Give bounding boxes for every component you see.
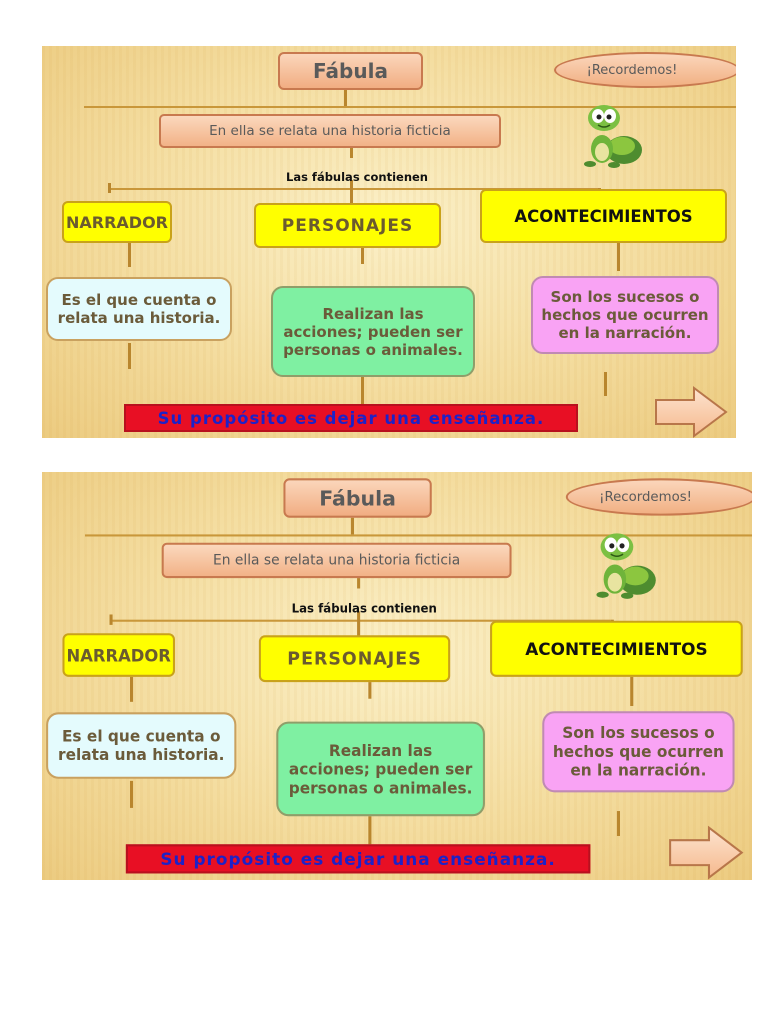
definition-connector	[350, 148, 353, 158]
fabula-title: Fábula	[283, 478, 431, 518]
acontecimientos-description: Son los sucesos o hechos que ocurren en la narración.	[542, 711, 734, 792]
narrador-description: Es el que cuenta o relata una historia.	[46, 277, 232, 341]
personajes-down-line	[361, 248, 364, 264]
narrador-down-line	[130, 677, 133, 702]
next-arrow-icon[interactable]	[654, 386, 728, 438]
slide-2	[42, 472, 752, 880]
recordemos-callout: ¡Recordemos!	[554, 52, 736, 88]
slide-2-content	[42, 472, 752, 880]
narrador-down-line	[128, 243, 131, 267]
next-arrow-icon[interactable]	[668, 826, 744, 880]
acont-down-line	[630, 677, 633, 706]
recordemos-callout: ¡Recordemos!	[566, 478, 752, 515]
title-connector	[351, 518, 354, 535]
personajes-desc-down-line	[361, 377, 364, 404]
personajes-desc-down-line	[368, 816, 371, 844]
title-connector	[344, 90, 347, 106]
acont-desc-down-line	[617, 811, 620, 836]
slide-1-content	[42, 46, 736, 438]
acontecimientos-box: ACONTECIMIENTOS	[490, 621, 743, 677]
acontecimientos-description: Son los sucesos o hechos que ocurren en la narración.	[531, 276, 719, 354]
narrador-box: NARRADOR	[62, 201, 172, 243]
purpose-banner: Su propósito es dejar una enseñanza.	[124, 404, 578, 432]
definition-connector	[357, 578, 360, 588]
personajes-box: PERSONAJES	[254, 203, 441, 248]
turtle-mascot-icon	[584, 522, 666, 605]
acont-desc-down-line	[604, 372, 607, 396]
purpose-banner: Su propósito es dejar una enseñanza.	[126, 844, 590, 873]
narrador-drop	[110, 614, 113, 624]
narrador-description: Es el que cuenta o relata una historia.	[46, 712, 236, 779]
personajes-description: Realizan las acciones; pueden ser personas o animales.	[271, 286, 475, 377]
acont-down-line	[617, 243, 620, 271]
personajes-box: PERSONAJES	[259, 635, 450, 682]
definition-box: En ella se relata una historia ficticia	[159, 114, 501, 148]
turtle-mascot-icon	[572, 94, 652, 174]
fabula-title: Fábula	[278, 52, 423, 90]
personajes-description: Realizan las acciones; pueden ser personas o animales.	[276, 722, 485, 817]
narrador-box: NARRADOR	[62, 633, 175, 677]
definition-box: En ella se relata una historia ficticia	[162, 543, 512, 578]
narrador-desc-down-line	[128, 343, 131, 369]
narrador-drop	[108, 183, 111, 193]
narrador-desc-down-line	[130, 781, 133, 808]
contains-label: Las fábulas contienen	[286, 170, 428, 184]
personajes-down-line	[368, 682, 371, 699]
acontecimientos-box: ACONTECIMIENTOS	[480, 189, 727, 243]
contains-label: Las fábulas contienen	[291, 600, 437, 616]
slide-1	[42, 46, 736, 438]
